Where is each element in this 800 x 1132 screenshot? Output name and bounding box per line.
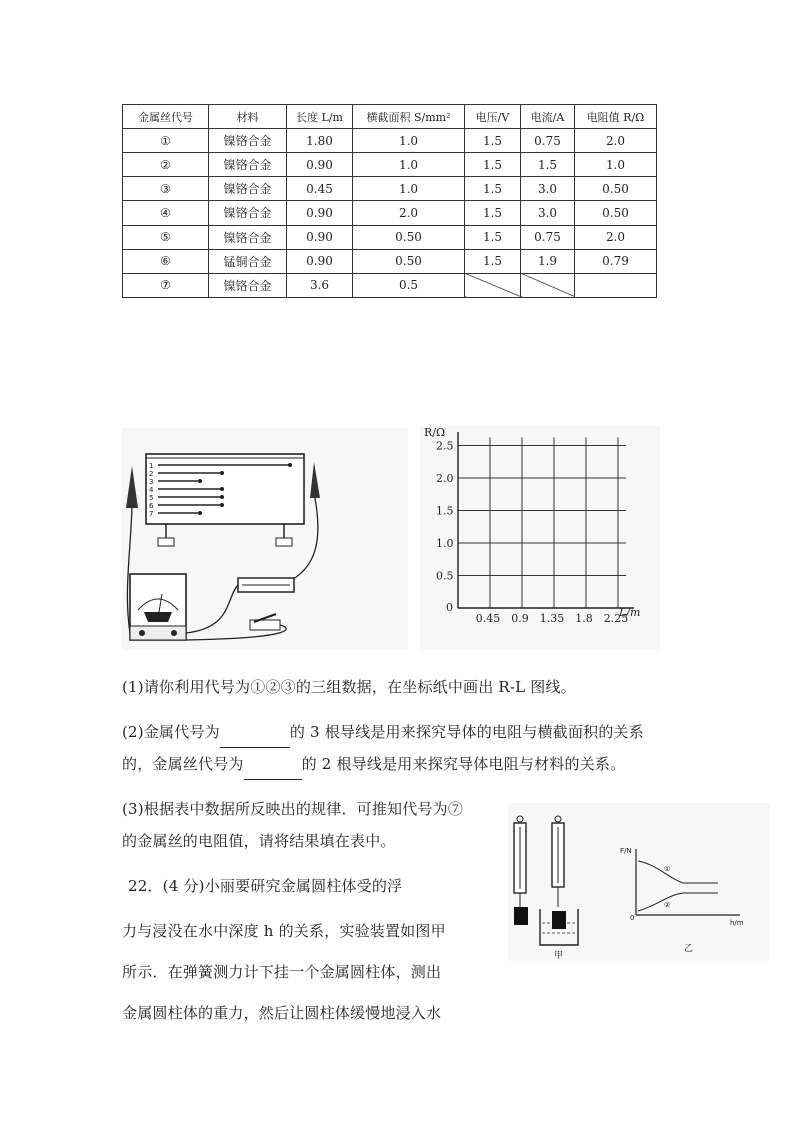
y-tick-label: 1.0 bbox=[436, 537, 454, 550]
cell-area: 2.0 bbox=[353, 201, 465, 225]
answer-blank-material[interactable] bbox=[244, 749, 302, 780]
q2-text-d: 的 2 根导线是用来探究导体电阻与材料的关系。 bbox=[301, 755, 626, 773]
board-label: 4 bbox=[149, 486, 154, 494]
board-label: 1 bbox=[149, 462, 154, 470]
cell-area: 0.50 bbox=[353, 249, 465, 273]
x-tick-label: 0.9 bbox=[511, 612, 529, 625]
table-row bbox=[123, 225, 657, 249]
y-tick-label: 1.5 bbox=[436, 504, 454, 518]
cell-resistance: 2.0 bbox=[575, 225, 657, 249]
cell-area: 0.5 bbox=[353, 273, 465, 297]
y-tick-label: 2.0 bbox=[436, 472, 454, 485]
q2-text-c: 的，金属丝代号为 bbox=[122, 755, 244, 773]
r-l-graph bbox=[420, 426, 660, 650]
curve-2-label: ② bbox=[664, 901, 671, 909]
cell-area: 1.0 bbox=[353, 153, 465, 177]
header-current: 电流/A bbox=[521, 105, 575, 129]
cell-length: 0.90 bbox=[287, 225, 353, 249]
cell-voltage: 1.5 bbox=[465, 177, 521, 201]
board-label: 3 bbox=[149, 478, 154, 486]
cell-code: ② bbox=[123, 153, 209, 177]
cell-resistance: 0.50 bbox=[575, 177, 657, 201]
x-tick-label: 0.45 bbox=[475, 612, 501, 625]
question-2-line-2 bbox=[122, 749, 625, 780]
x-axis-label: L/m bbox=[619, 606, 641, 619]
cell-code: ③ bbox=[123, 177, 209, 201]
cell-material: 镍铬合金 bbox=[209, 225, 287, 249]
question-3-line-2: 的金属丝的电阻值，请将结果填在表中。 bbox=[122, 832, 396, 850]
table-row bbox=[123, 177, 657, 201]
cell-material: 锰铜合金 bbox=[209, 249, 287, 273]
cell-resistance-blank bbox=[575, 273, 657, 297]
question-22-line-2: 力与浸没在水中深度 h 的关系，实验装置如图甲 bbox=[122, 922, 446, 940]
cell-voltage: 1.5 bbox=[465, 153, 521, 177]
table-row bbox=[123, 129, 657, 153]
cylinder-icon bbox=[514, 907, 528, 925]
cell-current: 1.9 bbox=[521, 249, 575, 273]
cell-material: 镍铬合金 bbox=[209, 201, 287, 225]
cell-current: 3.0 bbox=[521, 177, 575, 201]
table-row bbox=[123, 153, 657, 177]
cell-material: 镍铬合金 bbox=[209, 273, 287, 297]
q2-text-a: (2)金属代号为 bbox=[122, 723, 220, 741]
wire-data-table bbox=[122, 104, 657, 298]
cell-length: 0.90 bbox=[287, 201, 353, 225]
f-axis-label: F/N bbox=[620, 847, 632, 855]
header-material: 材料 bbox=[209, 105, 287, 129]
table-row bbox=[123, 249, 657, 273]
board-label: 5 bbox=[149, 494, 154, 502]
curve-1-label: ① bbox=[664, 865, 671, 873]
spring-scale-icon bbox=[514, 816, 528, 925]
cell-material: 镍铬合金 bbox=[209, 177, 287, 201]
x-tick-label: 1.8 bbox=[575, 612, 593, 625]
header-wire-code: 金属丝代号 bbox=[123, 105, 209, 129]
cell-voltage-empty bbox=[465, 273, 521, 297]
circuit-diagram bbox=[122, 428, 408, 650]
cell-voltage: 1.5 bbox=[465, 225, 521, 249]
cell-current-empty bbox=[521, 273, 575, 297]
label-jia: 甲 bbox=[554, 951, 564, 961]
cell-area: 1.0 bbox=[353, 177, 465, 201]
origin-label: 0 bbox=[446, 601, 453, 614]
cell-length: 0.45 bbox=[287, 177, 353, 201]
cell-material: 镍铬合金 bbox=[209, 129, 287, 153]
question-3-line-1: (3)根据表中数据所反映出的规律．可推知代号为⑦ bbox=[122, 800, 464, 818]
cell-area: 0.50 bbox=[353, 225, 465, 249]
cell-code: ⑥ bbox=[123, 249, 209, 273]
cell-current: 3.0 bbox=[521, 201, 575, 225]
table-row bbox=[123, 201, 657, 225]
cell-code: ⑤ bbox=[123, 225, 209, 249]
question-22-line-4: 金属圆柱体的重力，然后让圆柱体缓慢地浸入水 bbox=[122, 1004, 442, 1022]
cell-length: 0.90 bbox=[287, 153, 353, 177]
buoyancy-figure bbox=[508, 803, 770, 961]
table-row bbox=[123, 273, 657, 297]
cell-voltage: 1.5 bbox=[465, 249, 521, 273]
question-22-line-3: 所示．在弹簧测力计下挂一个金属圆柱体，测出 bbox=[122, 963, 442, 981]
cell-resistance: 0.79 bbox=[575, 249, 657, 273]
header-cross-section: 横截面积 S/mm² bbox=[353, 105, 465, 129]
question-1: (1)请你利用代号为①②③的三组数据，在坐标纸中画出 R-L 图线。 bbox=[122, 678, 576, 696]
cell-resistance: 2.0 bbox=[575, 129, 657, 153]
cell-material: 镍铬合金 bbox=[209, 153, 287, 177]
cell-length: 3.6 bbox=[287, 273, 353, 297]
board-label: 7 bbox=[149, 510, 154, 518]
cell-current: 0.75 bbox=[521, 129, 575, 153]
y-tick-label: 2.5 bbox=[436, 439, 454, 453]
question-2-line-1 bbox=[122, 717, 644, 748]
cell-code: ⑦ bbox=[123, 273, 209, 297]
cell-length: 1.80 bbox=[287, 129, 353, 153]
h-axis-label: h/m bbox=[730, 919, 744, 927]
cell-voltage: 1.5 bbox=[465, 129, 521, 153]
header-resistance: 电阻值 R/Ω bbox=[575, 105, 657, 129]
cell-current: 1.5 bbox=[521, 153, 575, 177]
x-tick-label: 2.25 bbox=[603, 612, 629, 625]
question-22-line-1: 22．(4 分)小丽要研究金属圆柱体受的浮 bbox=[128, 877, 403, 895]
header-voltage: 电压/V bbox=[465, 105, 521, 129]
y-tick-label: 0.5 bbox=[436, 569, 454, 583]
fig-origin-label: 0 bbox=[630, 914, 635, 922]
y-axis-label: R/Ω bbox=[424, 426, 446, 439]
q2-text-b: 的 3 根导线是用来探究导体的电阻与横截面积的关系 bbox=[289, 723, 644, 741]
cell-resistance: 0.50 bbox=[575, 201, 657, 225]
cell-resistance: 1.0 bbox=[575, 153, 657, 177]
table-header-row bbox=[123, 105, 657, 129]
board-label: 6 bbox=[149, 502, 154, 510]
answer-blank-area[interactable] bbox=[220, 717, 290, 748]
board-label: 2 bbox=[149, 470, 154, 478]
cell-code: ① bbox=[123, 129, 209, 153]
header-length: 长度 L/m bbox=[287, 105, 353, 129]
cell-voltage: 1.5 bbox=[465, 201, 521, 225]
x-tick-label: 1.35 bbox=[539, 612, 565, 625]
cell-area: 1.0 bbox=[353, 129, 465, 153]
cell-code: ④ bbox=[123, 201, 209, 225]
cell-length: 0.90 bbox=[287, 249, 353, 273]
label-yi: 乙 bbox=[684, 944, 694, 954]
cell-current: 0.75 bbox=[521, 225, 575, 249]
